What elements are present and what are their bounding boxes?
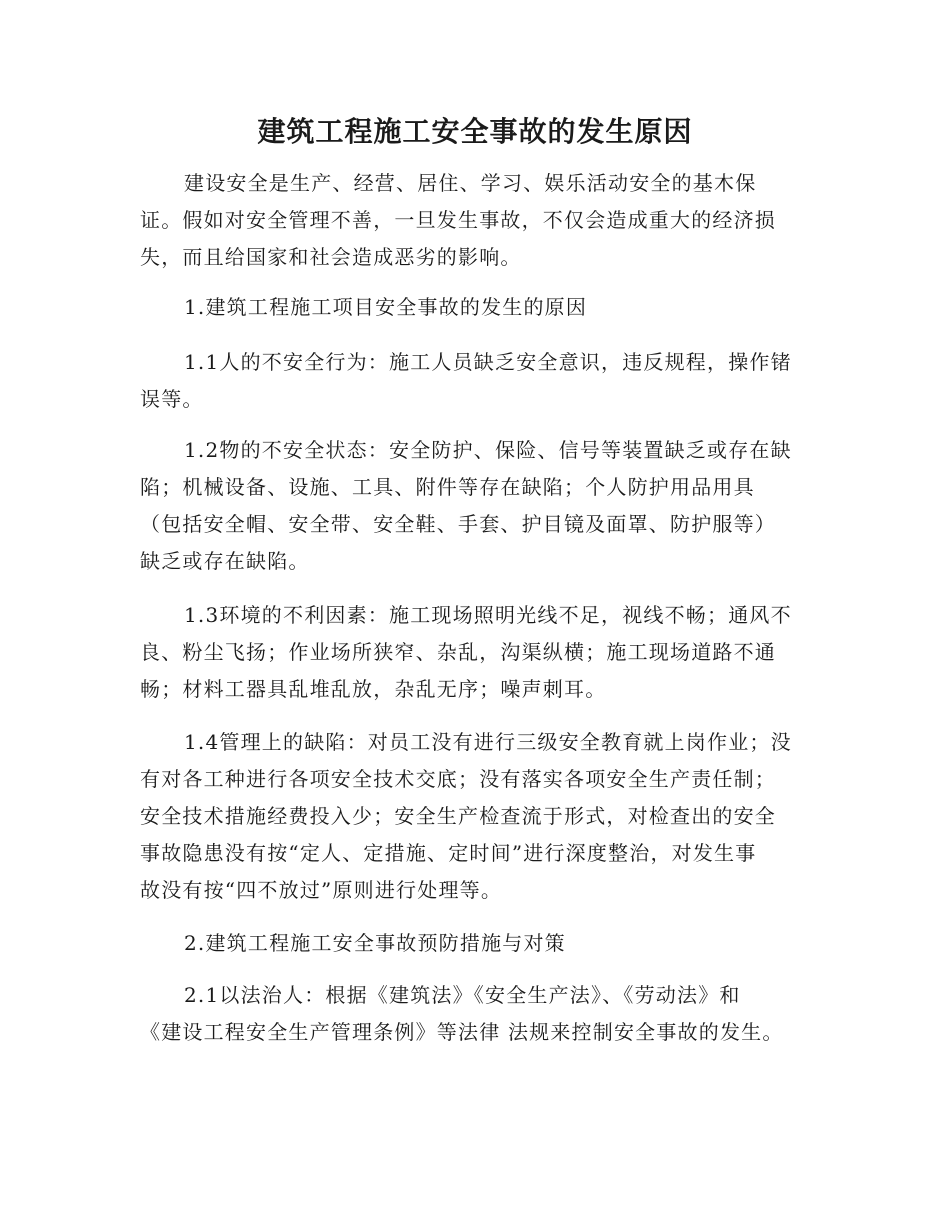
text-line: 证。假如对安全管理不善，一旦发生事故，不仅会造成重大的经济损 (140, 208, 776, 232)
paragraph-intro (140, 165, 812, 276)
text-line: 建设安全是生产、经营、居住、学习、娱乐活动安全的基木保 (184, 171, 757, 195)
text-line: 事故隐患没有按“定人、定措施、定时间”进行深度整治，对发生事 (140, 841, 757, 865)
section-heading-1 (140, 289, 812, 326)
text-line: （包括安全帽、安全带、安全鞋、手套、护目镜及面罩、防护服等） (140, 512, 776, 536)
text-line: 缺乏或存在缺陷。 (140, 549, 310, 573)
text-line: 1.4管理上的缺陷：对员工没有进行三级安全教育就上岗作业；没 (184, 730, 792, 754)
text-line: 2.1以法治人：根据《建筑法》《安全生产法》、《劳动法》和 (184, 983, 741, 1007)
paragraph-1-4 (140, 724, 812, 909)
paragraph-1-2 (140, 432, 812, 580)
text-line: 1.建筑工程施工项目安全事故的发生的原因 (184, 295, 588, 319)
text-line: 有对各工种进行各项安全技术交底；没有落实各项安全生产责任制； (140, 767, 776, 791)
text-line: 误等。 (140, 387, 204, 411)
text-line: 陷；机械设备、设施、工具、附件等存在缺陷；个人防护用品用具 (140, 475, 755, 499)
text-line: 1.1人的不安全行为：施工人员缺乏安全意识，违反规程，操作锗 (184, 350, 792, 374)
text-line: 1.3环境的不利因素：施工现场照明光线不足，视线不畅；通风不 (184, 603, 792, 627)
text-line: 安全技术措施经费投入少；安全生产检查流于形式，对检查出的安全 (140, 804, 776, 828)
text-line: 良、粉尘飞扬；作业场所狭窄、杂乱，沟渠纵横；施工现场道路不通 (140, 640, 776, 664)
text-line: 失，而且给国家和社会造成恶劣的影响。 (140, 245, 522, 269)
section-heading-2 (140, 925, 812, 962)
text-line: 《建设工程安全生产管理条例》等法律 法规来控制安全事故的发生。 (140, 1020, 784, 1044)
text-line: 故没有按“四不放过”原则进行处理等。 (140, 878, 503, 902)
text-line: 畅；材料工器具乱堆乱放，杂乱无序；噪声刺耳。 (140, 677, 607, 701)
text-line: 1.2物的不安全状态：安全防护、保险、信号等装置缺乏或存在缺 (184, 438, 792, 462)
text-line: 2.建筑工程施工安全事故预防措施与对策 (184, 931, 566, 955)
paragraph-1-3 (140, 597, 812, 708)
document-title: 建筑工程施工安全事故的发生原因 (257, 115, 693, 148)
paragraph-2-1 (140, 977, 812, 1051)
paragraph-1-1 (140, 344, 812, 418)
